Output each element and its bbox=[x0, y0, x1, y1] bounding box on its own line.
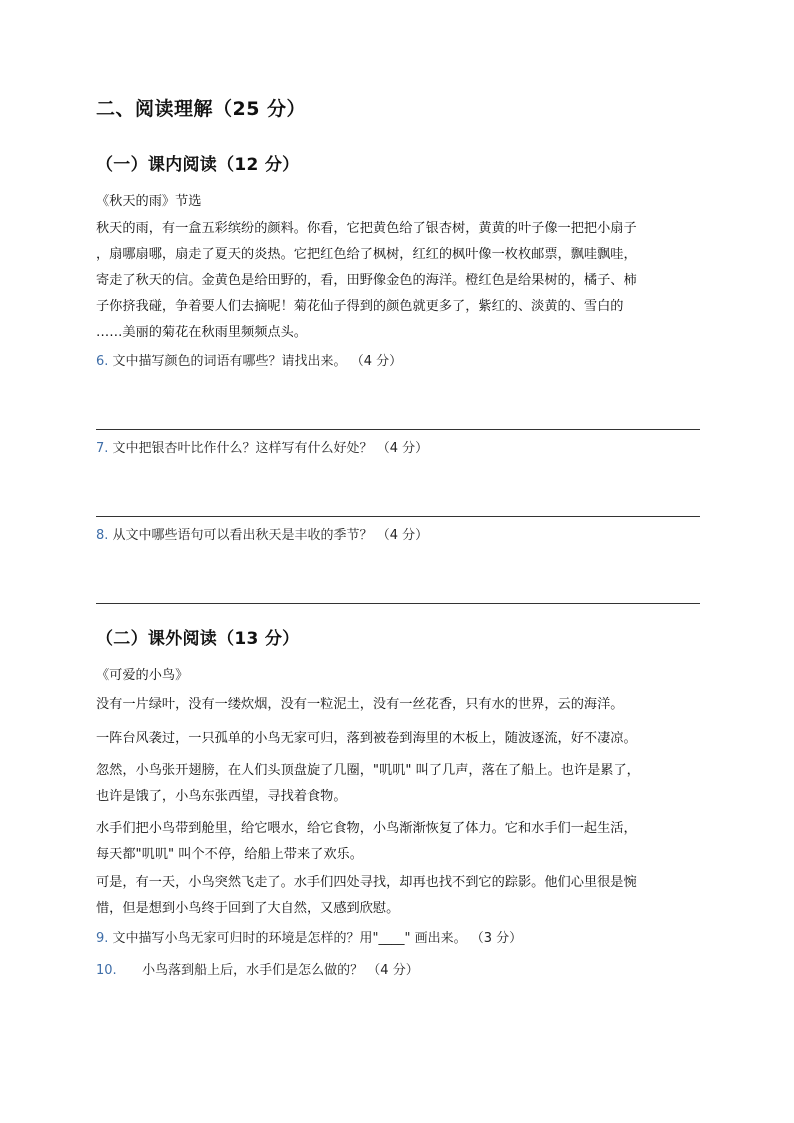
part2-paragraph-1: 没有一片绿叶，没有一缕炊烟，没有一粒泥土，没有一丝花香，只有水的世界，云的海洋。 bbox=[96, 697, 624, 712]
answer-line-7[interactable] bbox=[96, 516, 700, 517]
passage-line: 秋天的雨，有一盒五彩缤纷的颜料。你看，它把黄色给了银杏树，黄黄的叶子像一把把小扇子 bbox=[96, 221, 637, 236]
part2-paragraph-2: 一阵台风袭过，一只孤单的小鸟无家可归，落到被卷到海里的木板上，随波逐流，好不凄凉。 bbox=[96, 731, 637, 746]
question-9: 9. 文中描写小鸟无家可归时的环境是怎样的？用"____" 画出来。 （3 分） bbox=[96, 931, 523, 946]
question-6: 6. 文中描写颜色的词语有哪些？请找出来。 （4 分） bbox=[96, 354, 403, 369]
question-8: 8. 从文中哪些语句可以看出秋天是丰收的季节？ （4 分） bbox=[96, 528, 429, 543]
part2-paragraph-4: 水手们把小鸟带到舱里，给它喂水，给它食物，小鸟渐渐恢复了体力。它和水手们一起生活， 每天都"叽叽" 叫个不停，给船上带来了欢乐。 bbox=[96, 821, 637, 862]
passage-line: 寄走了秋天的信。金黄色是给田野的，看，田野像金色的海洋。橙红色是给果树的，橘子、柿 bbox=[96, 273, 637, 288]
part2-paragraph-5: 可是，有一天，小鸟突然飞走了。水手们四处寻找，却再也找不到它的踪影。他们心里很是惋 惜，但是想到小鸟终于回到了大自然，又感到欣慰。 bbox=[96, 875, 637, 916]
part2-title: （二）课外阅读（13 分） bbox=[96, 629, 300, 649]
passage-line: 子你挤我碰，争着要人们去摘呢！菊花仙子得到的颜色就更多了，紫红的、淡黄的、雪白的 bbox=[96, 299, 624, 314]
passage-line: ……美丽的菊花在秋雨里频频点头。 bbox=[96, 325, 307, 340]
part1-title: （一）课内阅读（12 分） bbox=[96, 155, 300, 175]
passage-line: ，扇哪扇哪，扇走了夏天的炎热。它把红色给了枫树，红红的枫叶像一枚枚邮票，飘哇飘哇， bbox=[96, 247, 637, 262]
part2-paragraph-3: 忽然，小鸟张开翅膀，在人们头顶盘旋了几圈，"叽叽" 叫了几声，落在了船上。也许是累了， 也许是饿了，小鸟东张西望，寻找着食物。 bbox=[96, 763, 640, 804]
question-10: 10. 小鸟落到船上后，水手们是怎么做的？ （4 分） bbox=[96, 963, 419, 978]
section-title: 二、阅读理解（25 分） bbox=[96, 98, 307, 120]
part2-source: 《可爱的小鸟》 bbox=[96, 668, 189, 683]
part1-source: 《秋天的雨》节选 bbox=[96, 194, 202, 209]
question-7: 7. 文中把银杏叶比作什么？这样写有什么好处？ （4 分） bbox=[96, 441, 429, 456]
part1-passage bbox=[96, 216, 702, 346]
answer-line-6[interactable] bbox=[96, 429, 700, 430]
answer-line-8[interactable] bbox=[96, 603, 700, 604]
